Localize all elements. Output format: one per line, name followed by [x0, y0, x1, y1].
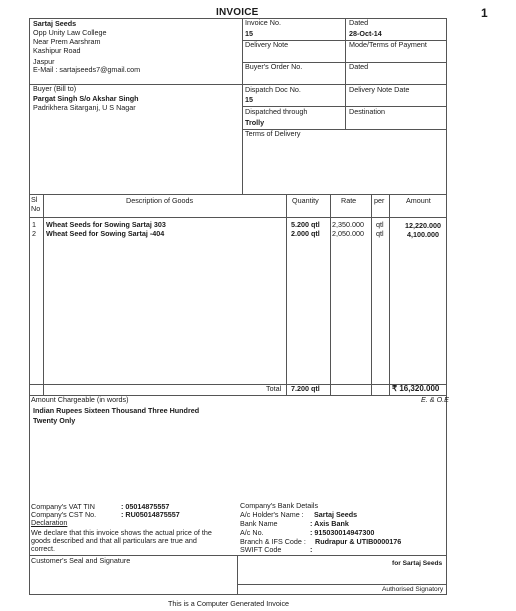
declaration-label: Declaration — [31, 518, 68, 527]
bank-name-value: : Axis Bank — [310, 519, 349, 528]
mode-terms-label: Mode/Terms of Payment — [349, 40, 427, 49]
row-per: qtl — [376, 229, 384, 238]
bank-title: Company's Bank Details — [240, 501, 319, 510]
dispatched-through-value: Trolly — [245, 118, 265, 127]
buyer-label: Buyer (Bill to) — [33, 84, 77, 93]
buyer-order-label: Buyer's Order No. — [245, 62, 303, 71]
dated-label: Dated — [349, 18, 369, 27]
amount-words-line: Twenty Only — [33, 416, 76, 425]
vat-label: Company's VAT TIN — [31, 502, 95, 511]
terms-delivery-label: Terms of Delivery — [245, 129, 301, 138]
bank-name-label: Bank Name — [240, 519, 278, 528]
delivery-note-date-label: Delivery Note Date — [349, 85, 410, 94]
seller-name: Sartaj Seeds — [33, 19, 77, 28]
amount-words-line: Indian Rupees Sixteen Thousand Three Hundred — [33, 406, 200, 415]
bank-swift-value: : — [310, 545, 313, 554]
bank-holder-value: Sartaj Seeds — [314, 510, 358, 519]
seller-address-line: Opp Unity Law College — [33, 28, 107, 37]
row-description: Wheat Seeds for Sowing Sartaj 303 — [46, 220, 166, 229]
row-rate: 2,050.000 — [332, 229, 364, 238]
for-company-label: for Sartaj Seeds — [392, 560, 443, 567]
total-amount: ₹ 16,320.000 — [392, 384, 440, 393]
dispatched-through-label: Dispatched through — [245, 107, 308, 116]
total-label: Total — [266, 384, 282, 393]
bank-branch-value: Rudrapur & UTIB0000176 — [315, 537, 402, 546]
cst-label: Company's CST No. — [31, 510, 97, 519]
row-sl: 2 — [32, 229, 36, 238]
seller-email: E-Mail : sartajseeds7@gmail.com — [33, 65, 141, 74]
seller-address-line: Jaspur — [33, 57, 55, 66]
destination-label: Destination — [349, 107, 385, 116]
declaration-line: goods described and that all particulars are true and — [31, 536, 197, 545]
footer-note: This is a Computer Generated Invoice — [168, 599, 290, 608]
col-quantity: Quantity — [292, 196, 319, 205]
customer-seal-label: Customer's Seal and Signature — [31, 556, 131, 565]
row-rate: 2,350.000 — [332, 220, 364, 229]
seller-address-line: Near Prem Aarshram — [33, 37, 101, 46]
bank-swift-label: SWIFT Code — [240, 545, 282, 554]
row-amount: 4,100.000 — [407, 230, 439, 239]
col-sl: Sl — [31, 195, 38, 204]
bank-acno-value: : 915030014947300 — [310, 528, 375, 537]
row-description: Wheat Seed for Sowing Sartaj -404 — [46, 229, 165, 238]
invoice-no-label: Invoice No. — [245, 18, 281, 27]
row-per: qtl — [376, 220, 384, 229]
buyer-address: Padrikhera Sitarganj, U S Nagar — [33, 103, 136, 112]
cst-value: : RU05014875557 — [121, 510, 180, 519]
page-number: 1 — [481, 6, 488, 20]
col-rate: Rate — [341, 196, 357, 205]
declaration-line: We declare that this invoice shows the actual price of the — [31, 528, 212, 537]
dispatch-doc-value: 15 — [245, 95, 253, 104]
seller-address-line: Kashipur Road — [33, 46, 81, 55]
row-quantity: 5.200 qtl — [291, 220, 320, 229]
bank-holder-label: A/c Holder's Name : — [240, 510, 304, 519]
row-sl: 1 — [32, 220, 36, 229]
buyer-name: Pargat Singh S/o Akshar Singh — [33, 94, 139, 103]
declaration-line: correct. — [31, 544, 55, 553]
row-quantity: 2.000 qtl — [291, 229, 320, 238]
delivery-note-label: Delivery Note — [245, 40, 289, 49]
dated2-label: Dated — [349, 62, 369, 71]
dated-value: 28-Oct-14 — [349, 29, 382, 38]
invoice-no-value: 15 — [245, 29, 253, 38]
dispatch-doc-label: Dispatch Doc No. — [245, 85, 301, 94]
total-quantity: 7.200 qtl — [291, 384, 320, 393]
row-amount: 12,220.000 — [405, 221, 441, 230]
bank-branch-label: Branch & IFS Code : — [240, 537, 306, 546]
col-amount: Amount — [406, 196, 431, 205]
amount-words-label: Amount Chargeable (in words) — [31, 395, 129, 404]
col-no: No — [31, 204, 41, 213]
authorised-signatory-label: Authorised Signatory — [382, 586, 444, 593]
bank-acno-label: A/c No. — [240, 528, 264, 537]
vat-value: : 05014875557 — [121, 502, 170, 511]
col-per: per — [374, 196, 385, 205]
col-description: Description of Goods — [126, 196, 194, 205]
invoice-title: INVOICE — [216, 7, 259, 18]
eoe-label: E. & O.E — [421, 395, 449, 404]
